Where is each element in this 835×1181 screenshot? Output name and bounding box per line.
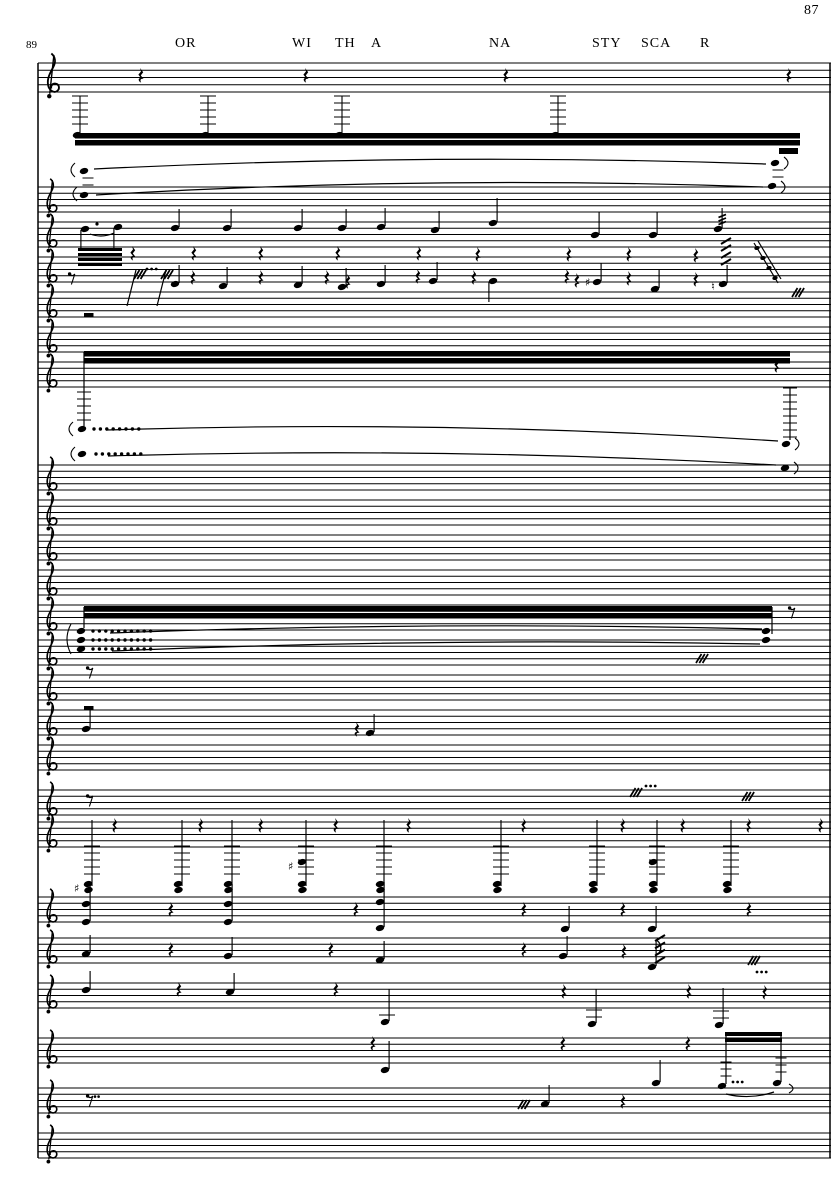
augmentation-dot [649,785,652,788]
quarter-rest [198,818,203,833]
augmentation-dot [136,638,139,641]
augmentation-dot [123,638,126,641]
notehead [222,224,232,232]
augmentation-dot [146,268,149,271]
augmentation-dot [107,452,110,455]
augmentation-dot [98,629,101,632]
augmentation-dot [99,427,102,430]
quarter-rest [574,273,579,288]
notehead [365,729,375,737]
notehead [488,277,498,285]
half-rest [84,313,94,317]
lyric-syllable: R [700,36,711,51]
notehead [560,925,570,933]
notehead [647,963,657,971]
notehead [293,224,303,232]
notehead [781,440,791,448]
notehead [713,225,723,233]
augmentation-dot [155,268,158,271]
quarter-rest [564,269,569,284]
augmentation-dot [654,785,657,788]
notehead [761,636,771,644]
quarter-rest [406,818,411,833]
notehead [589,886,599,894]
quarter-rest [333,818,338,833]
notehead [223,952,233,960]
tremolo-slash [721,245,731,251]
cluster-band [84,613,772,619]
lyric-syllable: NA [489,36,512,51]
tie [795,438,799,450]
notehead [587,1020,597,1028]
eighth-rest [88,668,93,679]
augmentation-dot [95,222,98,225]
beam [78,263,122,266]
tie [794,462,798,474]
notehead [718,280,728,288]
quarter-rest [693,272,698,287]
quarter-rest [258,818,263,833]
notehead [770,159,780,167]
augmentation-dot [94,1095,97,1098]
quarter-rest [762,985,767,1000]
quarter-rest [746,818,751,833]
sharp-icon: ♯ [585,276,591,289]
cluster-band [725,1032,782,1036]
quarter-rest [112,818,117,833]
eighth-rest [790,608,795,619]
tie [69,422,73,436]
notehead [81,900,91,908]
tie [73,187,77,201]
tie [784,157,788,169]
notehead [375,898,385,906]
tie [71,163,75,177]
notehead [647,925,657,933]
augmentation-dot [765,971,768,974]
beam [78,248,122,251]
lyric-syllable: TH [335,36,356,51]
lyric-syllable: A [371,36,383,51]
augmentation-dot [92,427,95,430]
notehead [80,225,90,233]
quarter-rest [686,984,691,999]
slur [94,159,766,169]
notehead [170,224,180,232]
quarter-rest [626,247,631,262]
notehead [376,280,386,288]
quarter-rest [415,269,420,284]
notehead [493,886,503,894]
augmentation-dot [98,638,101,641]
notehead [714,1021,724,1029]
notehead [649,886,659,894]
notehead [223,918,233,926]
tie [67,624,71,654]
notehead [174,886,184,894]
sharp-icon: ♯ [74,882,80,895]
cluster-band [725,1038,782,1042]
notehead [428,277,438,285]
notehead [77,425,87,433]
quarter-rest [620,818,625,833]
augmentation-dot [150,268,153,271]
notehead [84,886,94,894]
sharp-icon: ♯ [288,860,294,873]
notehead [298,886,308,894]
notehead [76,627,86,635]
notehead [767,182,777,190]
quarter-rest [354,722,359,737]
augmentation-dot [111,629,114,632]
measure-number: 89 [26,39,37,51]
cluster-band [84,358,790,364]
eighth-rest [88,796,93,807]
quarter-rest [416,246,421,261]
quarter-rest [626,271,631,286]
augmentation-dot [645,785,648,788]
slur [108,453,776,465]
augmentation-dot [143,638,146,641]
augmentation-dot [741,1081,744,1084]
augmentation-dot [760,971,763,974]
augmentation-dot [98,647,101,650]
notehead [723,886,733,894]
eighth-rest [88,1096,93,1107]
quarter-rest [818,818,823,833]
augmentation-dot [149,638,152,641]
augmentation-dot [756,971,759,974]
augmentation-dot [130,638,133,641]
tremolo-slash [721,259,731,265]
notehead [376,223,386,231]
lyric-syllable: WI [292,36,312,51]
notehead [488,219,498,227]
beam [78,253,122,256]
augmentation-dot [104,629,107,632]
lyric-syllable: SCA [641,36,672,51]
notehead [79,191,89,199]
tie [71,447,75,461]
quarter-rest [335,246,340,261]
notehead [218,282,228,290]
cluster-band [75,133,800,139]
quarter-rest [561,984,566,999]
notehead [375,924,385,932]
augmentation-dot [111,638,114,641]
notehead [81,725,91,733]
augmentation-dot [91,629,94,632]
notehead [592,278,602,286]
beam [78,258,122,261]
cluster-band [84,351,790,357]
notehead [380,1018,390,1026]
notehead [558,952,568,960]
quarter-rest [191,246,196,261]
notehead [81,986,91,994]
quarter-rest [521,818,526,833]
augmentation-dot [104,638,107,641]
notehead [380,1066,390,1074]
augmentation-dot [91,638,94,641]
augmentation-dot [736,1081,739,1084]
cluster-band [84,606,772,612]
notehead [79,167,89,175]
notehead [590,231,600,239]
notehead [648,231,658,239]
half-rest [84,706,94,710]
augmentation-dot [111,647,114,650]
augmentation-dot [91,647,94,650]
natural-icon: ♮ [711,280,715,293]
notehead [337,224,347,232]
slur [110,626,762,633]
notehead [81,918,91,926]
quarter-rest [475,247,480,262]
cluster-band [75,140,800,146]
notehead [77,450,87,458]
notehead [170,280,180,288]
lyric-syllable: STY [592,36,622,51]
notehead [76,636,86,644]
augmentation-dot [97,1095,100,1098]
notehead [651,1079,661,1087]
augmentation-dot [104,647,107,650]
quarter-rest [680,818,685,833]
quarter-rest [130,246,135,261]
augmentation-dot [117,638,120,641]
notehead [761,627,771,635]
notehead [223,900,233,908]
quarter-rest [566,247,571,262]
notehead [113,223,123,231]
augmentation-dot [94,452,97,455]
notehead [430,226,440,234]
slur [106,427,778,441]
augmentation-dot [732,1081,735,1084]
lyric-syllable: OR [175,36,197,51]
cluster-band [779,148,798,154]
quarter-rest [693,248,698,263]
notehead [337,283,347,291]
augmentation-dot [101,452,104,455]
page-number: 87 [804,3,819,18]
quarter-rest [258,246,263,261]
